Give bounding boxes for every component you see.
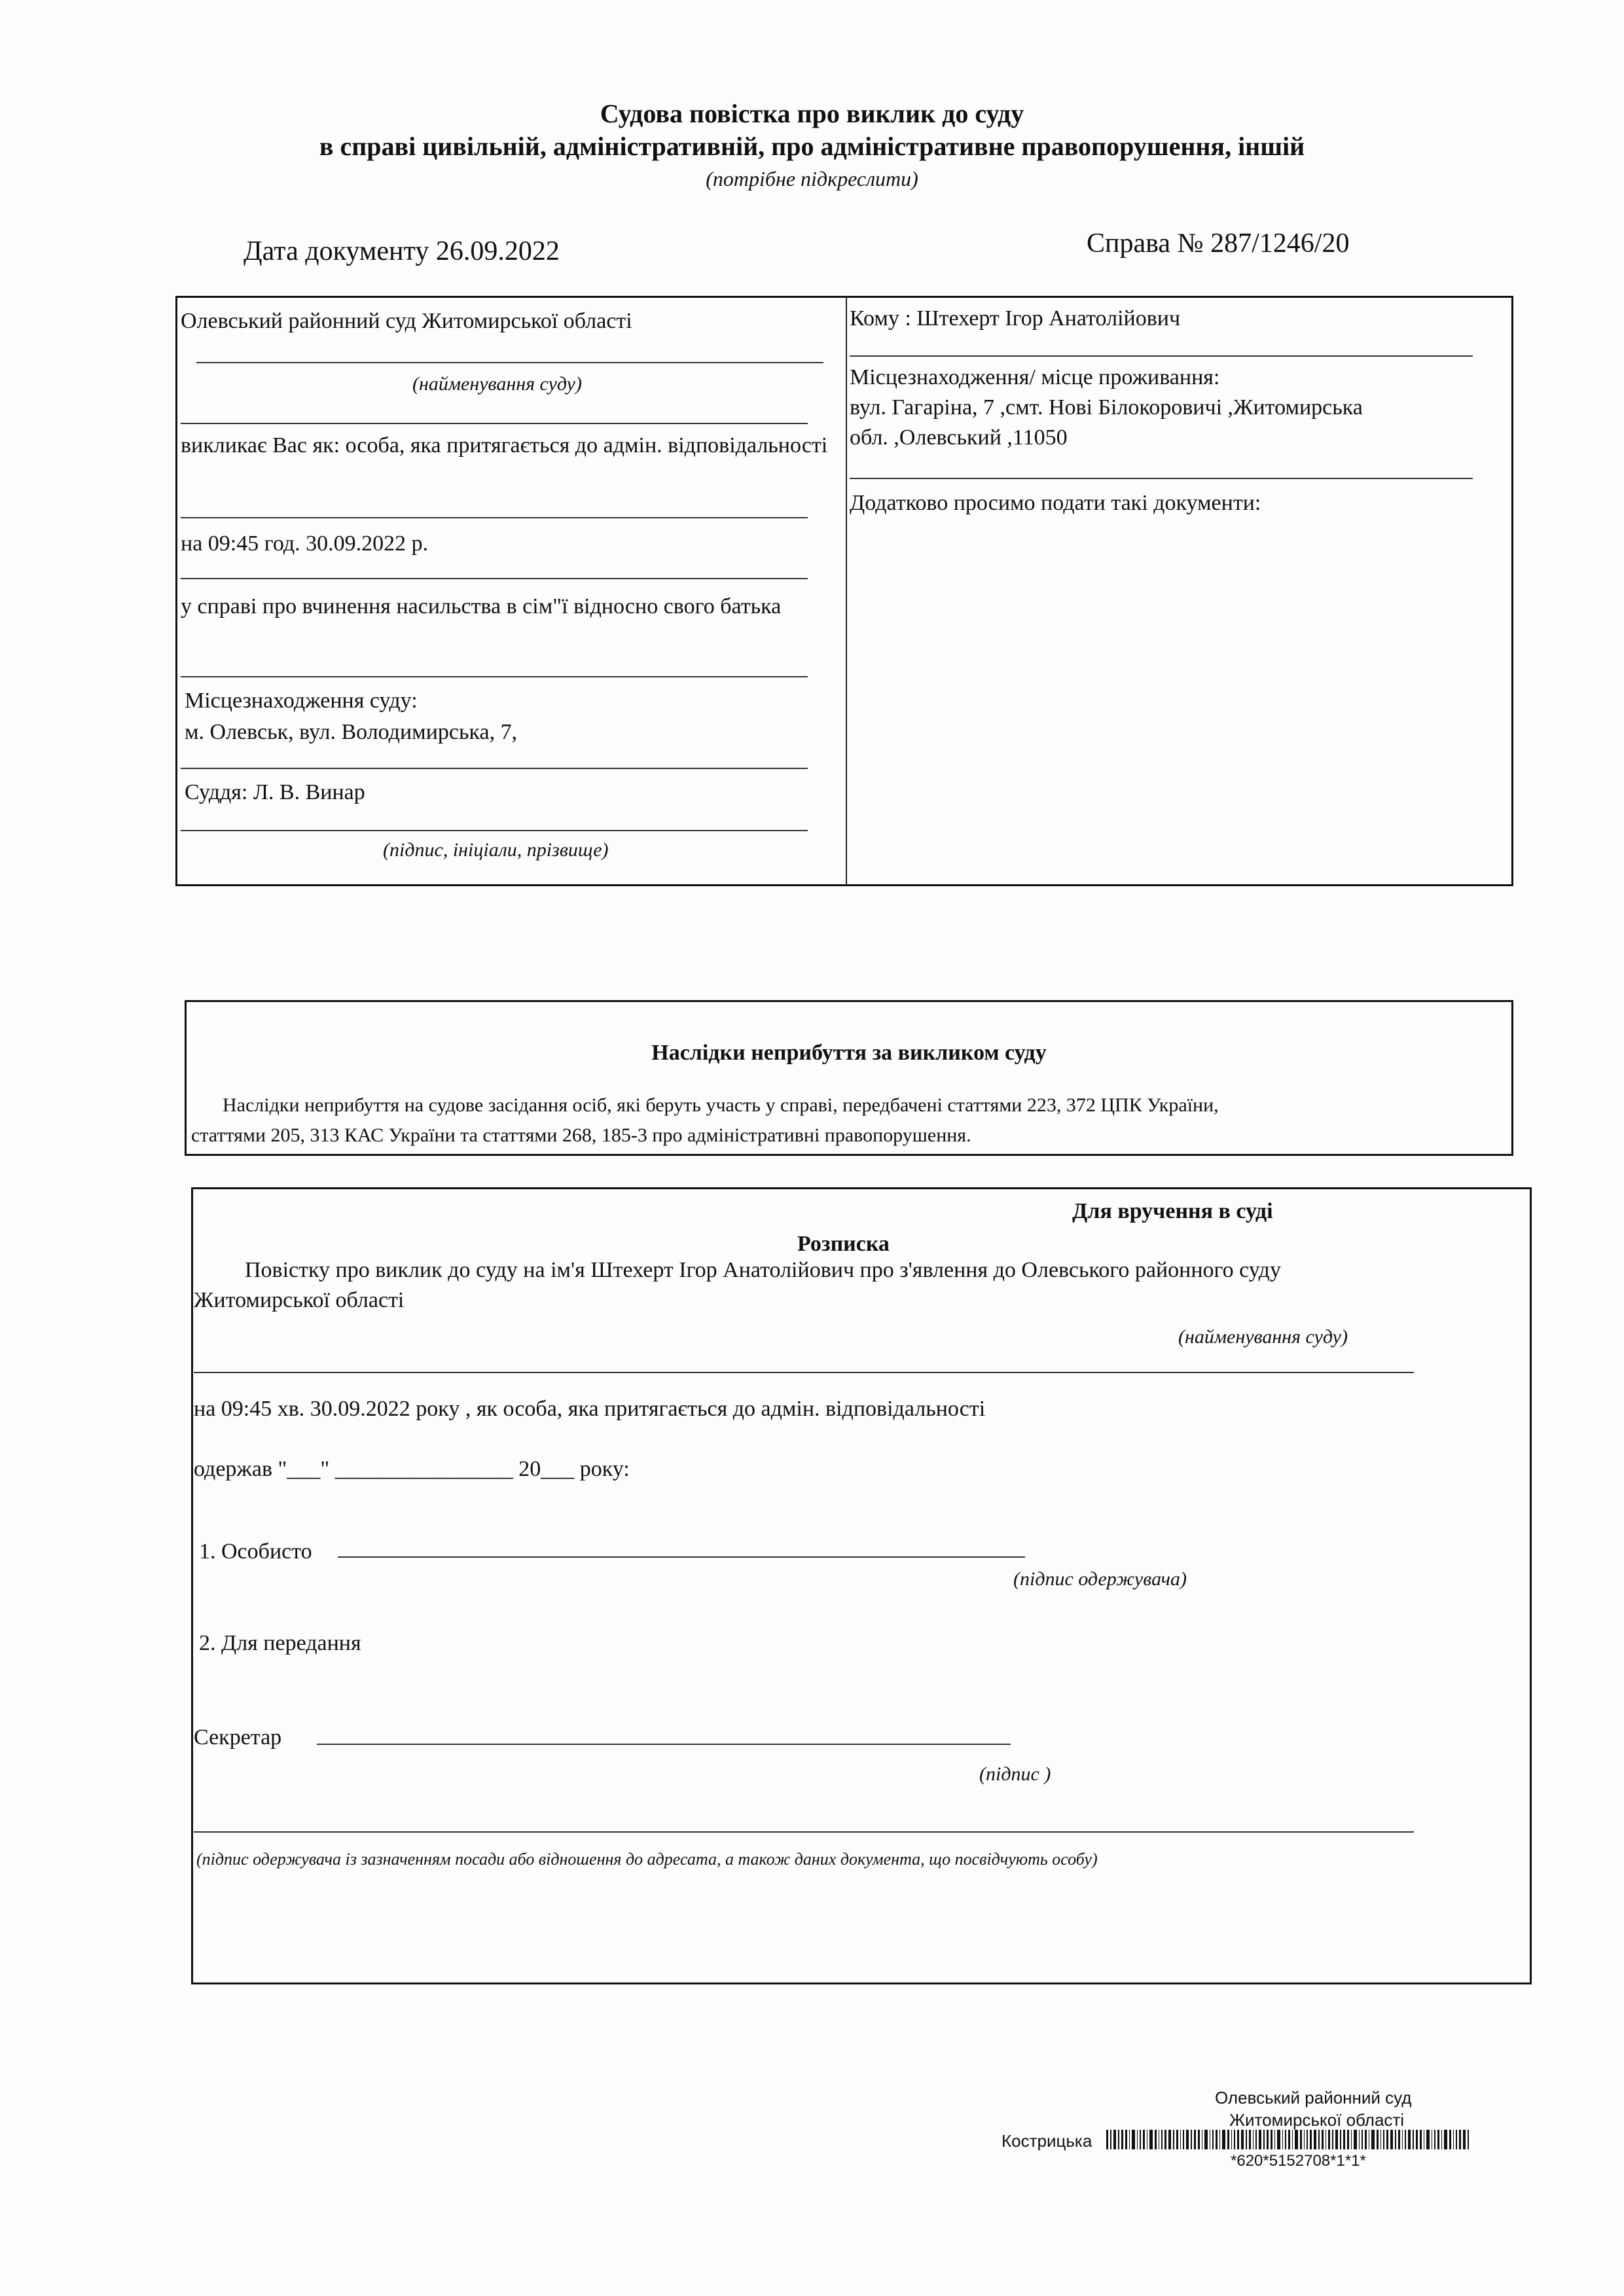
summons-as-underline	[181, 517, 808, 518]
barcode-bar	[1227, 2130, 1229, 2149]
barcode-bar	[1343, 2130, 1345, 2149]
barcode-bar	[1420, 2130, 1422, 2149]
barcode-bar	[1191, 2130, 1192, 2149]
document-subtitle-note: (потрібне підкреслити)	[706, 167, 918, 190]
barcode-bar	[1424, 2130, 1425, 2149]
barcode-bar	[1362, 2130, 1363, 2149]
barcode-bar	[1173, 2130, 1174, 2149]
date-label: Дата документу	[244, 236, 429, 266]
barcode-bar	[1405, 2130, 1406, 2149]
barcode-bar	[1328, 2130, 1330, 2149]
barcode-bar	[1398, 2130, 1400, 2149]
personal-label: 1. Особисто	[199, 1539, 312, 1564]
barcode-bar	[1322, 2130, 1324, 2149]
footer-court-line1: Олевський районний суд	[1215, 2088, 1412, 2108]
barcode-bar	[1253, 2130, 1254, 2149]
barcode-bar	[1408, 2130, 1411, 2149]
barcode-bar	[1249, 2130, 1251, 2149]
barcode-bar	[1259, 2130, 1262, 2149]
barcode-bar	[1194, 2130, 1196, 2149]
barcode-bar	[1161, 2130, 1163, 2149]
barcode-bar	[1267, 2130, 1269, 2149]
receipt-line3: на 09:45 хв. 30.09.2022 року , як особа, яка притягається до адмін. відповідальності	[194, 1397, 986, 1421]
barcode-bar	[1285, 2130, 1286, 2149]
barcode-bar	[1113, 2130, 1117, 2149]
case-number	[1087, 228, 1349, 259]
barcode-bar	[1282, 2130, 1284, 2149]
summons-divider	[846, 296, 847, 886]
barcode-bar	[1459, 2130, 1461, 2149]
received-line: одержав "___" ________________ 20___ року:	[194, 1457, 630, 1481]
barcode-bar	[1216, 2130, 1218, 2149]
barcode-bar	[1434, 2130, 1435, 2149]
receipt-court-caption: (найменування суду)	[1178, 1326, 1348, 1348]
footer-court-line2: Житомирської області	[1229, 2110, 1405, 2130]
barcode-bar	[1371, 2130, 1375, 2149]
footer-clerk: Кострицька	[1001, 2131, 1092, 2151]
barcode-bar	[1176, 2130, 1178, 2149]
barcode-bar	[1456, 2130, 1457, 2149]
barcode-bar	[1395, 2130, 1396, 2149]
barcode-bar	[1288, 2130, 1290, 2149]
barcode-bar	[1300, 2130, 1302, 2149]
case-value: 287/1246/20	[1210, 228, 1350, 259]
consequences-line1: Наслідки неприбуття на судове засідання осіб, які беруть участь у справі, передбачені статтями 223, 372 ЦПК України,	[223, 1094, 1219, 1116]
judge-underline	[181, 830, 808, 831]
barcode-bar	[1304, 2130, 1305, 2149]
recipient-address-line2: обл. ,Олевський ,11050	[850, 425, 1068, 450]
case-label: Справа №	[1087, 228, 1204, 259]
case-subject-underline	[181, 676, 808, 677]
court-location-label: Місцезнаходження суду:	[185, 689, 418, 713]
barcode-bar	[1326, 2130, 1327, 2149]
barcode-bar	[1468, 2130, 1469, 2149]
address-underline	[850, 478, 1473, 479]
barcode-bar	[1432, 2130, 1433, 2149]
consequences-title: Наслідки неприбуття за викликом суду	[651, 1041, 1047, 1065]
judge-signature-caption: (підпис, ініціали, прізвище)	[383, 839, 609, 861]
for-court-label: Для вручення в суді	[1072, 1199, 1273, 1223]
barcode-bar	[1234, 2130, 1235, 2149]
receipt-bottom-line	[194, 1831, 1414, 1833]
secretary-signature-caption: (підпис )	[979, 1763, 1051, 1785]
judge-name: Суддя: Л. В. Винар	[185, 780, 365, 804]
barcode-bar	[1383, 2130, 1384, 2149]
recipient-address-line1: вул. Гагаріна, 7 ,смт. Нові Білокоровичі ,Житомирська	[850, 395, 1363, 420]
barcode-bar	[1377, 2130, 1379, 2149]
document-title: Судова повістка про виклик до суду	[600, 99, 1024, 128]
barcode-bar	[1354, 2130, 1357, 2149]
barcode-bar	[1437, 2130, 1439, 2149]
barcode-bar	[1129, 2130, 1130, 2149]
hearing-time-underline	[181, 578, 808, 579]
barcode-bar	[1147, 2130, 1148, 2149]
barcode-bar	[1219, 2130, 1221, 2149]
case-subject: у справі про вчинення насильства в сім"ї відносно свого батька	[181, 594, 782, 619]
barcode-bar	[1390, 2130, 1394, 2149]
receipt-bottom-caption: (підпис одержувача із зазначенням посади або відношення до адресата, а також даних документа, що посвідчують особу)	[196, 1850, 1098, 1869]
consequences-line2: статтями 205, 313 КАС України та статтями 268, 185-3 про адміністративні правопорушення.	[191, 1124, 971, 1146]
barcode-bar	[1386, 2130, 1388, 2149]
barcode	[1106, 2130, 1532, 2149]
barcode-bar	[1198, 2130, 1200, 2149]
barcode-bar	[1180, 2130, 1182, 2149]
receipt-court-underline	[194, 1372, 1414, 1373]
barcode-bar	[1402, 2130, 1403, 2149]
barcode-bar	[1453, 2130, 1454, 2149]
barcode-bar	[1231, 2130, 1233, 2149]
receipt-line1: Повістку про виклик до суду на ім'я Штехерт Ігор Анатолійович про з'явлення до Олевського районного суду	[245, 1258, 1281, 1282]
barcode-bar	[1121, 2130, 1123, 2149]
caption-underline	[181, 423, 808, 424]
barcode-bar	[1106, 2130, 1108, 2149]
barcode-bar	[1318, 2130, 1320, 2149]
barcode-bar	[1441, 2130, 1443, 2149]
barcode-bar	[1351, 2130, 1352, 2149]
barcode-bar	[1132, 2130, 1135, 2149]
barcode-bar	[1159, 2130, 1160, 2149]
barcode-bar	[1347, 2130, 1349, 2149]
barcode-bar	[1140, 2130, 1141, 2149]
barcode-bar	[1380, 2130, 1382, 2149]
barcode-bar	[1307, 2130, 1308, 2149]
court-location-value: м. Олевськ, вул. Володимирська, 7,	[185, 720, 518, 744]
barcode-bar	[1143, 2130, 1145, 2149]
barcode-bar	[1164, 2130, 1166, 2149]
barcode-bar	[1365, 2130, 1367, 2149]
hearing-time: на 09:45 год. 30.09.2022 р.	[181, 531, 429, 556]
recipient-underline	[850, 355, 1473, 357]
barcode-bar	[1426, 2130, 1430, 2149]
barcode-bar	[1186, 2130, 1189, 2149]
personal-signature-line	[338, 1556, 1025, 1558]
barcode-bar	[1204, 2130, 1208, 2149]
barcode-text: *620*5152708*1*1*	[1231, 2152, 1366, 2170]
barcode-bar	[1149, 2130, 1153, 2149]
barcode-bar	[1125, 2130, 1127, 2149]
barcode-bar	[1137, 2130, 1138, 2149]
transfer-label: 2. Для передання	[199, 1631, 361, 1655]
barcode-bar	[1255, 2130, 1257, 2149]
secretary-signature-line	[317, 1744, 1011, 1745]
barcode-bar	[1202, 2130, 1203, 2149]
barcode-bar	[1416, 2130, 1418, 2149]
barcode-bar	[1263, 2130, 1265, 2149]
court-name-caption: (найменування суду)	[412, 373, 582, 395]
barcode-bar	[1274, 2130, 1276, 2149]
barcode-bar	[1292, 2130, 1293, 2149]
barcode-bar	[1295, 2130, 1298, 2149]
barcode-bar	[1277, 2130, 1280, 2149]
barcode-bar	[1310, 2130, 1312, 2149]
barcode-bar	[1222, 2130, 1225, 2149]
recipient-name: Кому : Штехерт Ігор Анатолійович	[850, 306, 1181, 331]
barcode-bar	[1413, 2130, 1414, 2149]
barcode-bar	[1335, 2130, 1339, 2149]
recipient-address-label: Місцезнаходження/ місце проживання:	[850, 365, 1220, 389]
barcode-bar	[1449, 2130, 1451, 2149]
barcode-bar	[1271, 2130, 1272, 2149]
barcode-bar	[1210, 2130, 1211, 2149]
document-date	[244, 236, 560, 267]
summons-as: викликає Вас як: особа, яка притягається до адмін. відповідальності	[181, 433, 828, 457]
barcode-bar	[1183, 2130, 1184, 2149]
court-location-underline	[181, 768, 808, 769]
barcode-bar	[1444, 2130, 1447, 2149]
barcode-bar	[1118, 2130, 1119, 2149]
barcode-bar	[1340, 2130, 1341, 2149]
barcode-bar	[1241, 2130, 1244, 2149]
court-name: Олевський районний суд Житомирської області	[181, 309, 632, 333]
receiver-caption: (підпис одержувача)	[1013, 1568, 1187, 1590]
barcode-bar	[1110, 2130, 1111, 2149]
court-name-underline	[196, 362, 823, 363]
receipt-line2: Житомирської області	[194, 1288, 405, 1312]
receipt-title: Розписка	[797, 1232, 890, 1256]
barcode-bar	[1246, 2130, 1247, 2149]
barcode-bar	[1168, 2130, 1172, 2149]
secretary-label: Секретар	[194, 1725, 282, 1749]
barcode-bar	[1332, 2130, 1333, 2149]
summons-box	[175, 296, 1513, 886]
barcode-bar	[1155, 2130, 1157, 2149]
date-value: 26.09.2022	[435, 236, 560, 266]
barcode-bar	[1369, 2130, 1370, 2149]
barcode-bar	[1212, 2130, 1214, 2149]
additional-documents-label: Додатково просимо подати такі документи:	[850, 491, 1261, 515]
document-subtitle: в справі цивільній, адміністративній, про адміністративне правопорушення, іншій	[319, 132, 1305, 161]
barcode-bar	[1237, 2130, 1239, 2149]
barcode-bar	[1359, 2130, 1360, 2149]
barcode-bar	[1463, 2130, 1466, 2149]
barcode-bar	[1314, 2130, 1317, 2149]
